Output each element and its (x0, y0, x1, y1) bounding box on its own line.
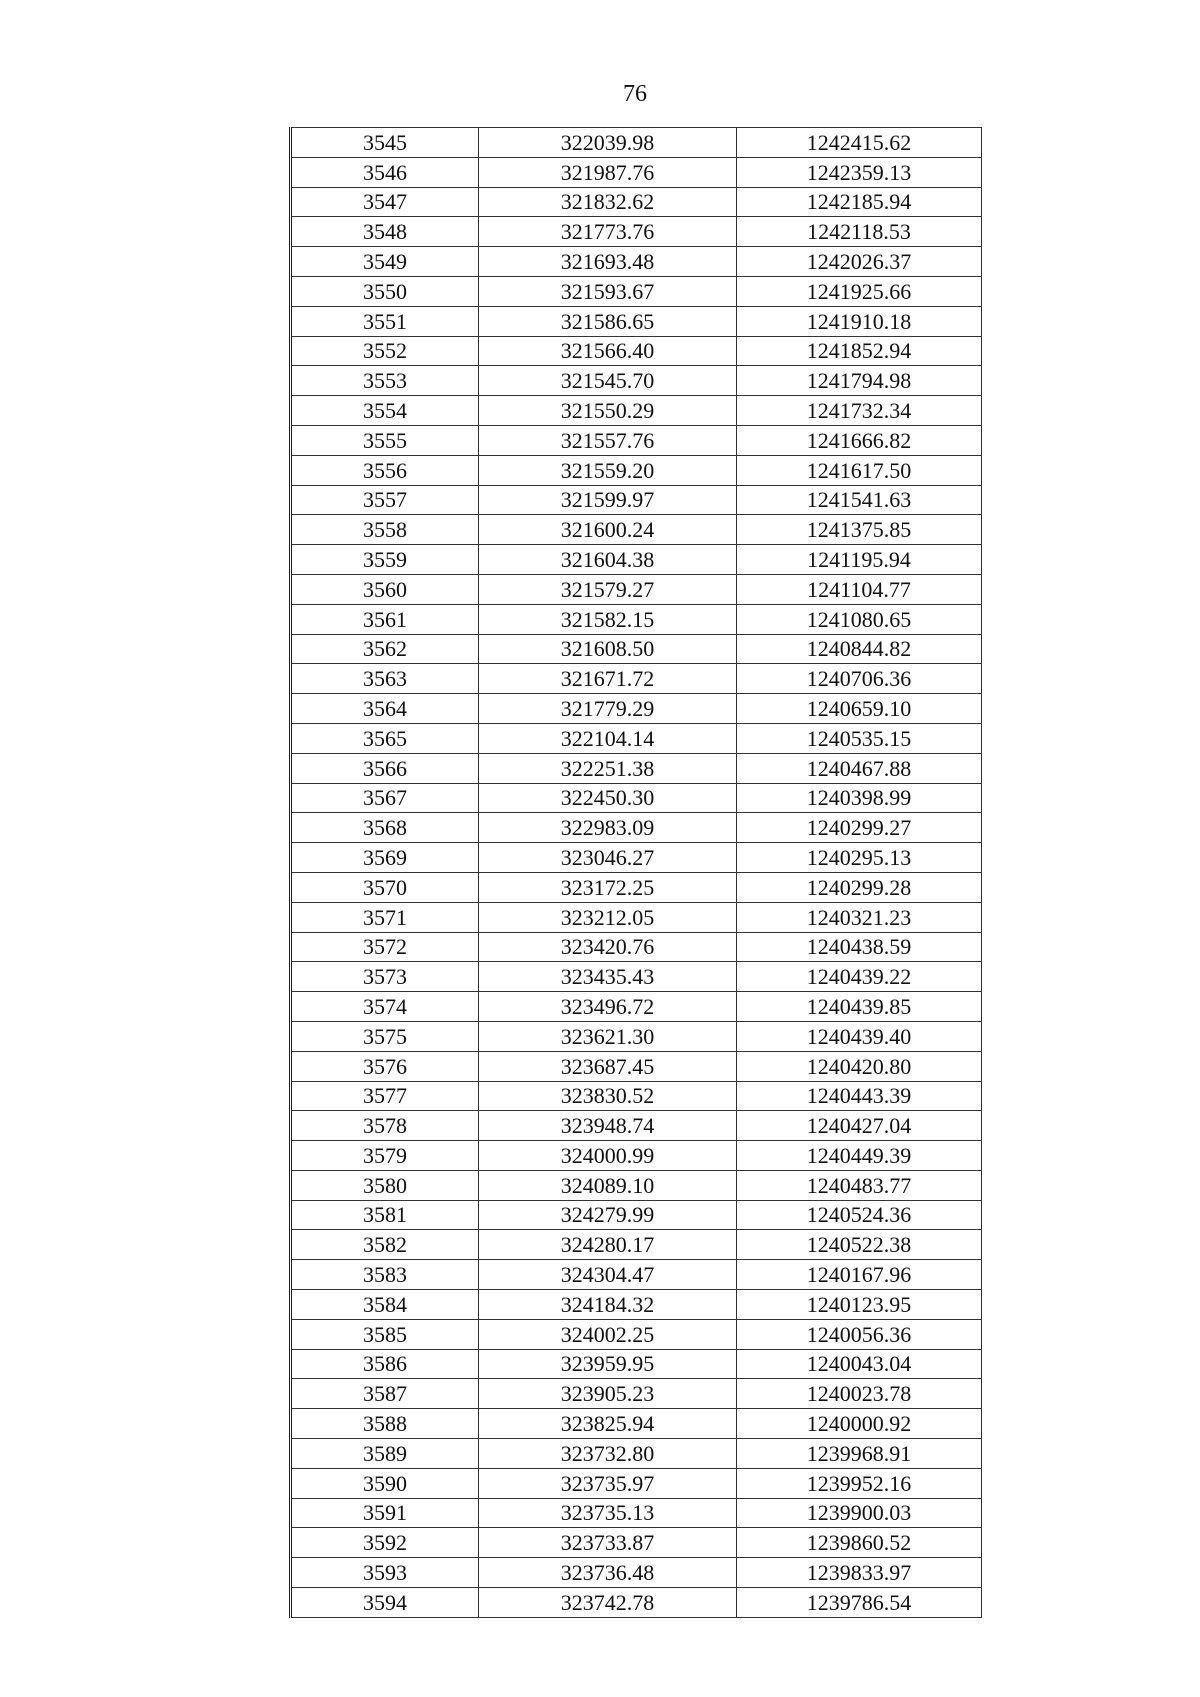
x-coordinate-cell: 323735.13 (479, 1498, 737, 1528)
x-coordinate-cell: 324184.32 (479, 1290, 737, 1320)
table-row (291, 1379, 982, 1409)
x-coordinate-cell: 321545.70 (479, 366, 737, 396)
table-row (291, 1558, 982, 1588)
x-coordinate-cell: 323496.72 (479, 992, 737, 1022)
x-coordinate-cell: 323735.97 (479, 1468, 737, 1498)
coordinates-table (289, 127, 982, 1618)
table-row (291, 1439, 982, 1469)
y-coordinate-cell: 1240023.78 (737, 1379, 982, 1409)
table-row (291, 455, 982, 485)
y-coordinate-cell: 1241617.50 (737, 455, 982, 485)
x-coordinate-cell: 323621.30 (479, 1021, 737, 1051)
x-coordinate-cell: 323736.48 (479, 1558, 737, 1588)
point-number-cell: 3575 (291, 1021, 479, 1051)
point-number-cell: 3585 (291, 1319, 479, 1349)
table-row (291, 813, 982, 843)
x-coordinate-cell: 321586.65 (479, 306, 737, 336)
x-coordinate-cell: 321600.24 (479, 515, 737, 545)
point-number-cell: 3546 (291, 157, 479, 187)
point-number-cell: 3572 (291, 932, 479, 962)
x-coordinate-cell: 321582.15 (479, 604, 737, 634)
y-coordinate-cell: 1241852.94 (737, 336, 982, 366)
y-coordinate-cell: 1240449.39 (737, 1141, 982, 1171)
y-coordinate-cell: 1242026.37 (737, 247, 982, 277)
point-number-cell: 3549 (291, 247, 479, 277)
table-row (291, 515, 982, 545)
x-coordinate-cell: 322983.09 (479, 813, 737, 843)
y-coordinate-cell: 1240295.13 (737, 843, 982, 873)
x-coordinate-cell: 321608.50 (479, 634, 737, 664)
table-row (291, 128, 982, 158)
table-row (291, 962, 982, 992)
table-row (291, 336, 982, 366)
x-coordinate-cell: 321599.97 (479, 485, 737, 515)
table-row (291, 634, 982, 664)
table-row (291, 1588, 982, 1618)
table-row (291, 425, 982, 455)
y-coordinate-cell: 1240438.59 (737, 932, 982, 962)
x-coordinate-cell: 322039.98 (479, 128, 737, 158)
table-row (291, 306, 982, 336)
x-coordinate-cell: 321566.40 (479, 336, 737, 366)
y-coordinate-cell: 1240439.22 (737, 962, 982, 992)
y-coordinate-cell: 1241104.77 (737, 574, 982, 604)
y-coordinate-cell: 1240439.40 (737, 1021, 982, 1051)
y-coordinate-cell: 1241910.18 (737, 306, 982, 336)
x-coordinate-cell: 321693.48 (479, 247, 737, 277)
point-number-cell: 3592 (291, 1528, 479, 1558)
y-coordinate-cell: 1240398.99 (737, 783, 982, 813)
point-number-cell: 3583 (291, 1260, 479, 1290)
table-row (291, 396, 982, 426)
table-row (291, 1528, 982, 1558)
x-coordinate-cell: 324280.17 (479, 1230, 737, 1260)
point-number-cell: 3586 (291, 1349, 479, 1379)
y-coordinate-cell: 1240535.15 (737, 723, 982, 753)
x-coordinate-cell: 323905.23 (479, 1379, 737, 1409)
point-number-cell: 3594 (291, 1588, 479, 1618)
table-row (291, 276, 982, 306)
table-row (291, 1498, 982, 1528)
table-row (291, 1349, 982, 1379)
y-coordinate-cell: 1242118.53 (737, 217, 982, 247)
x-coordinate-cell: 323959.95 (479, 1349, 737, 1379)
y-coordinate-cell: 1239860.52 (737, 1528, 982, 1558)
x-coordinate-cell: 322450.30 (479, 783, 737, 813)
point-number-cell: 3552 (291, 336, 479, 366)
point-number-cell: 3556 (291, 455, 479, 485)
point-number-cell: 3550 (291, 276, 479, 306)
table-row (291, 604, 982, 634)
point-number-cell: 3555 (291, 425, 479, 455)
table-row (291, 1200, 982, 1230)
point-number-cell: 3593 (291, 1558, 479, 1588)
y-coordinate-cell: 1241375.85 (737, 515, 982, 545)
y-coordinate-cell: 1240427.04 (737, 1111, 982, 1141)
y-coordinate-cell: 1241794.98 (737, 366, 982, 396)
x-coordinate-cell: 323825.94 (479, 1409, 737, 1439)
x-coordinate-cell: 321987.76 (479, 157, 737, 187)
point-number-cell: 3548 (291, 217, 479, 247)
point-number-cell: 3588 (291, 1409, 479, 1439)
table-row (291, 1021, 982, 1051)
x-coordinate-cell: 323046.27 (479, 843, 737, 873)
y-coordinate-cell: 1242359.13 (737, 157, 982, 187)
y-coordinate-cell: 1240706.36 (737, 664, 982, 694)
x-coordinate-cell: 323420.76 (479, 932, 737, 962)
x-coordinate-cell: 321559.20 (479, 455, 737, 485)
table-row (291, 1290, 982, 1320)
point-number-cell: 3584 (291, 1290, 479, 1320)
x-coordinate-cell: 324089.10 (479, 1170, 737, 1200)
x-coordinate-cell: 321579.27 (479, 574, 737, 604)
x-coordinate-cell: 321832.62 (479, 187, 737, 217)
x-coordinate-cell: 323732.80 (479, 1439, 737, 1469)
y-coordinate-cell: 1242415.62 (737, 128, 982, 158)
x-coordinate-cell: 323742.78 (479, 1588, 737, 1618)
y-coordinate-cell: 1239900.03 (737, 1498, 982, 1528)
x-coordinate-cell: 323435.43 (479, 962, 737, 992)
x-coordinate-cell: 321779.29 (479, 694, 737, 724)
point-number-cell: 3559 (291, 545, 479, 575)
x-coordinate-cell: 321604.38 (479, 545, 737, 575)
point-number-cell: 3591 (291, 1498, 479, 1528)
y-coordinate-cell: 1239833.97 (737, 1558, 982, 1588)
y-coordinate-cell: 1241666.82 (737, 425, 982, 455)
y-coordinate-cell: 1242185.94 (737, 187, 982, 217)
table-row (291, 1111, 982, 1141)
table-row (291, 545, 982, 575)
table-row (291, 574, 982, 604)
y-coordinate-cell: 1240844.82 (737, 634, 982, 664)
point-number-cell: 3547 (291, 187, 479, 217)
point-number-cell: 3567 (291, 783, 479, 813)
y-coordinate-cell: 1240467.88 (737, 753, 982, 783)
table-row (291, 247, 982, 277)
point-number-cell: 3551 (291, 306, 479, 336)
table-row (291, 1409, 982, 1439)
table-row (291, 1051, 982, 1081)
point-number-cell: 3557 (291, 485, 479, 515)
x-coordinate-cell: 321593.67 (479, 276, 737, 306)
point-number-cell: 3566 (291, 753, 479, 783)
x-coordinate-cell: 323687.45 (479, 1051, 737, 1081)
x-coordinate-cell: 321557.76 (479, 425, 737, 455)
y-coordinate-cell: 1240000.92 (737, 1409, 982, 1439)
x-coordinate-cell: 322251.38 (479, 753, 737, 783)
y-coordinate-cell: 1239786.54 (737, 1588, 982, 1618)
x-coordinate-cell: 323830.52 (479, 1081, 737, 1111)
point-number-cell: 3554 (291, 396, 479, 426)
point-number-cell: 3568 (291, 813, 479, 843)
y-coordinate-cell: 1239968.91 (737, 1439, 982, 1469)
table-row (291, 217, 982, 247)
y-coordinate-cell: 1240659.10 (737, 694, 982, 724)
y-coordinate-cell: 1240439.85 (737, 992, 982, 1022)
point-number-cell: 3573 (291, 962, 479, 992)
y-coordinate-cell: 1239952.16 (737, 1468, 982, 1498)
table-row (291, 843, 982, 873)
y-coordinate-cell: 1240299.27 (737, 813, 982, 843)
y-coordinate-cell: 1241541.63 (737, 485, 982, 515)
x-coordinate-cell: 324279.99 (479, 1200, 737, 1230)
table-row (291, 1468, 982, 1498)
point-number-cell: 3576 (291, 1051, 479, 1081)
y-coordinate-cell: 1240483.77 (737, 1170, 982, 1200)
table-row (291, 694, 982, 724)
x-coordinate-cell: 323948.74 (479, 1111, 737, 1141)
y-coordinate-cell: 1241732.34 (737, 396, 982, 426)
table-row (291, 1319, 982, 1349)
table-row (291, 932, 982, 962)
point-number-cell: 3560 (291, 574, 479, 604)
y-coordinate-cell: 1240522.38 (737, 1230, 982, 1260)
point-number-cell: 3590 (291, 1468, 479, 1498)
y-coordinate-cell: 1240056.36 (737, 1319, 982, 1349)
page-number: 76 (623, 81, 647, 107)
table-row (291, 783, 982, 813)
y-coordinate-cell: 1240321.23 (737, 902, 982, 932)
point-number-cell: 3553 (291, 366, 479, 396)
y-coordinate-cell: 1240443.39 (737, 1081, 982, 1111)
point-number-cell: 3561 (291, 604, 479, 634)
point-number-cell: 3564 (291, 694, 479, 724)
point-number-cell: 3589 (291, 1439, 479, 1469)
table-row (291, 485, 982, 515)
table-row (291, 992, 982, 1022)
table-row (291, 1141, 982, 1171)
x-coordinate-cell: 323733.87 (479, 1528, 737, 1558)
point-number-cell: 3571 (291, 902, 479, 932)
x-coordinate-cell: 324000.99 (479, 1141, 737, 1171)
table-row (291, 1260, 982, 1290)
x-coordinate-cell: 321550.29 (479, 396, 737, 426)
y-coordinate-cell: 1240043.04 (737, 1349, 982, 1379)
y-coordinate-cell: 1241080.65 (737, 604, 982, 634)
table-row (291, 723, 982, 753)
point-number-cell: 3577 (291, 1081, 479, 1111)
y-coordinate-cell: 1240420.80 (737, 1051, 982, 1081)
y-coordinate-cell: 1241925.66 (737, 276, 982, 306)
table-row (291, 872, 982, 902)
table-row (291, 1170, 982, 1200)
point-number-cell: 3578 (291, 1111, 479, 1141)
point-number-cell: 3574 (291, 992, 479, 1022)
point-number-cell: 3565 (291, 723, 479, 753)
x-coordinate-cell: 322104.14 (479, 723, 737, 753)
y-coordinate-cell: 1241195.94 (737, 545, 982, 575)
table-row (291, 1081, 982, 1111)
point-number-cell: 3570 (291, 872, 479, 902)
x-coordinate-cell: 324002.25 (479, 1319, 737, 1349)
point-number-cell: 3581 (291, 1200, 479, 1230)
point-number-cell: 3580 (291, 1170, 479, 1200)
coordinates-table-body (291, 128, 982, 1618)
y-coordinate-cell: 1240299.28 (737, 872, 982, 902)
point-number-cell: 3558 (291, 515, 479, 545)
point-number-cell: 3545 (291, 128, 479, 158)
y-coordinate-cell: 1240524.36 (737, 1200, 982, 1230)
point-number-cell: 3563 (291, 664, 479, 694)
x-coordinate-cell: 321773.76 (479, 217, 737, 247)
table-row (291, 187, 982, 217)
table-row (291, 1230, 982, 1260)
table-row (291, 157, 982, 187)
table-row (291, 902, 982, 932)
x-coordinate-cell: 323212.05 (479, 902, 737, 932)
point-number-cell: 3579 (291, 1141, 479, 1171)
point-number-cell: 3562 (291, 634, 479, 664)
x-coordinate-cell: 324304.47 (479, 1260, 737, 1290)
table-row (291, 664, 982, 694)
x-coordinate-cell: 321671.72 (479, 664, 737, 694)
point-number-cell: 3582 (291, 1230, 479, 1260)
table-row (291, 366, 982, 396)
x-coordinate-cell: 323172.25 (479, 872, 737, 902)
point-number-cell: 3587 (291, 1379, 479, 1409)
table-row (291, 753, 982, 783)
y-coordinate-cell: 1240167.96 (737, 1260, 982, 1290)
point-number-cell: 3569 (291, 843, 479, 873)
y-coordinate-cell: 1240123.95 (737, 1290, 982, 1320)
